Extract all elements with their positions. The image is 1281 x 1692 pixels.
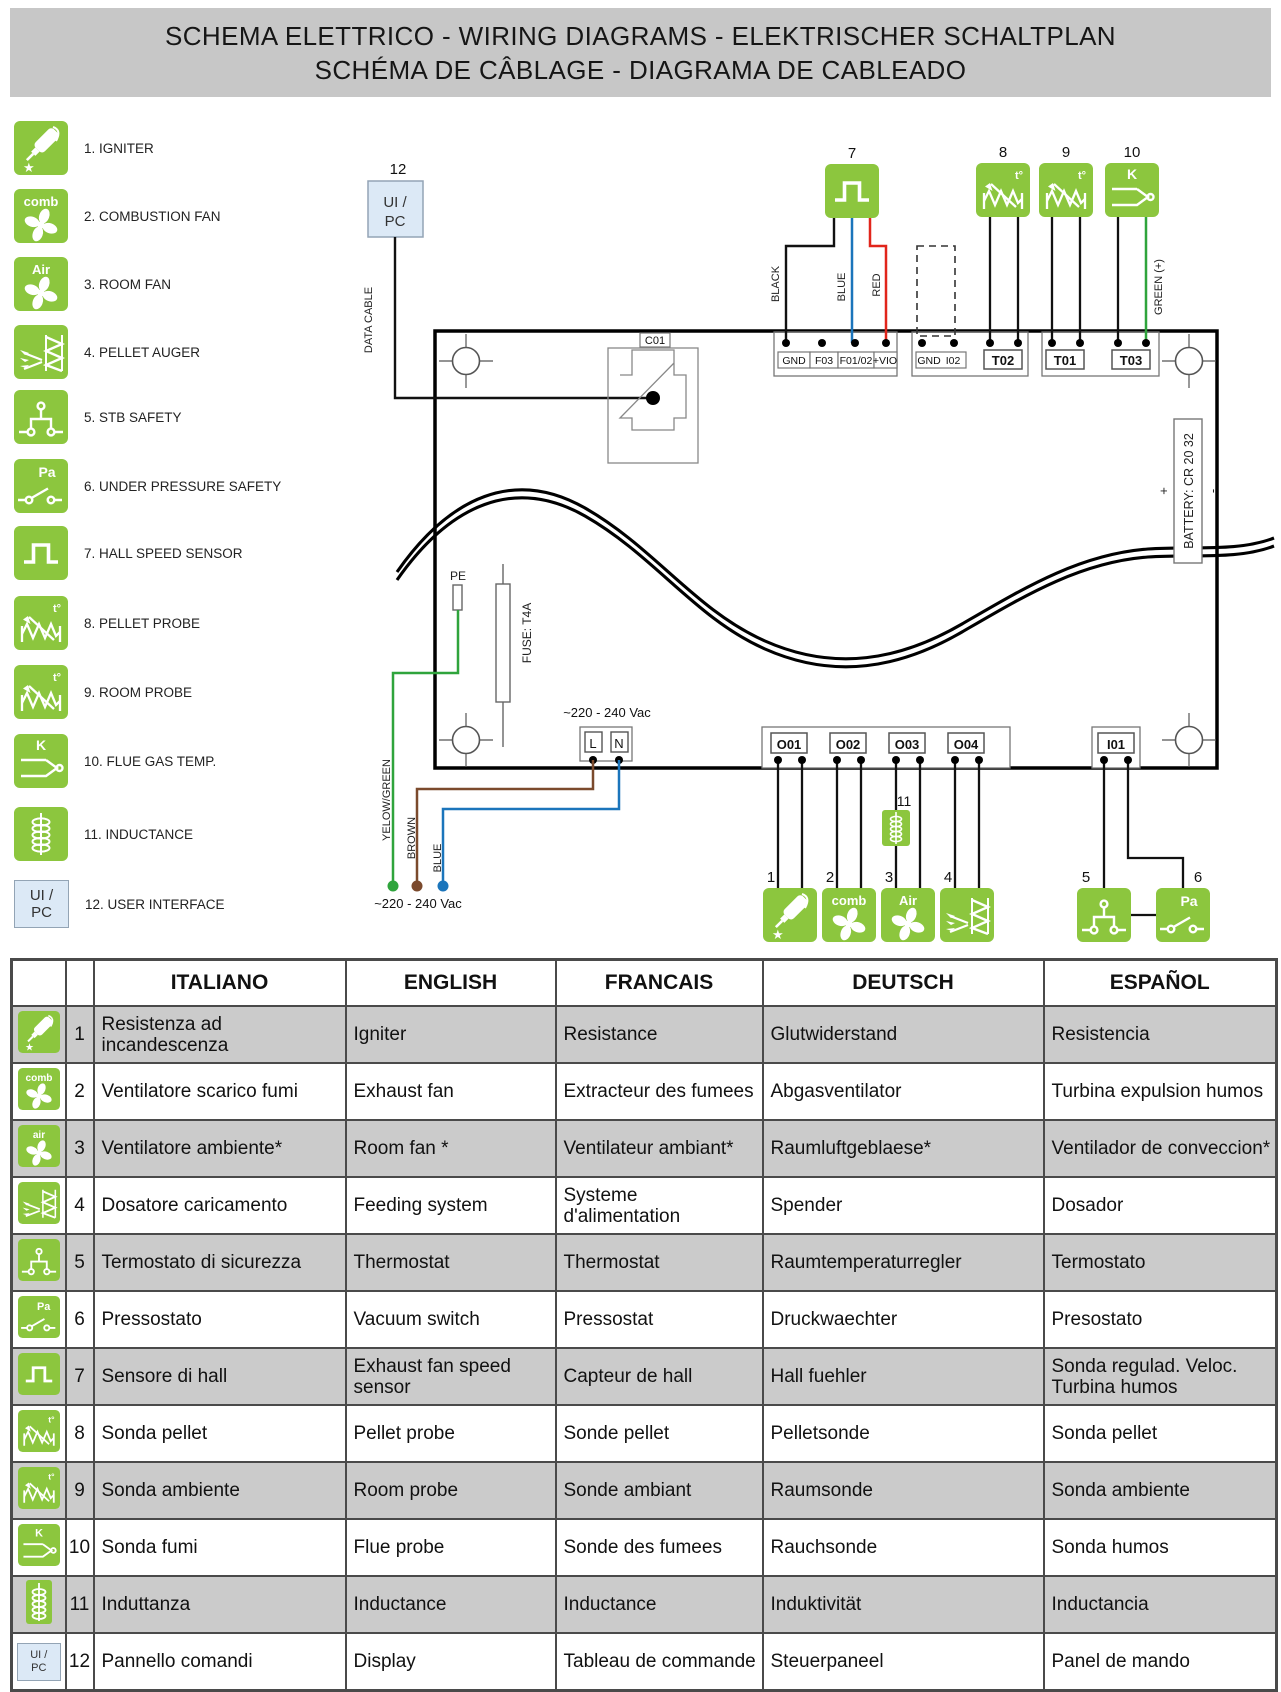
wire-label-blue: BLUE	[836, 272, 848, 302]
row-number: 5	[66, 1234, 94, 1291]
legend-item-2	[14, 189, 221, 243]
row-4-lang-2: Systeme d'alimentation	[556, 1177, 763, 1234]
row-icon-cell	[12, 1519, 66, 1576]
icon-text-label: K	[34, 1527, 43, 1540]
component-number-1: 1	[766, 869, 776, 886]
row-number: 7	[66, 1348, 94, 1405]
row-8-lang-4: Sonda pellet	[1044, 1405, 1277, 1462]
legend-item-label: 4. PELLET AUGER	[84, 344, 201, 360]
input-connector-block	[1092, 727, 1140, 768]
row-icon-cell	[12, 1348, 66, 1405]
wire-label-red: RED	[871, 273, 883, 297]
row-4-lang-4: Dosador	[1044, 1177, 1277, 1234]
legend-item-3	[14, 257, 171, 311]
row-number: 6	[66, 1291, 94, 1348]
icon-text-label: K	[35, 737, 47, 753]
row-1-lang-1: Igniter	[346, 1006, 556, 1063]
component-number-3: 3	[884, 869, 894, 886]
svg-text:t°: t°	[52, 603, 62, 615]
legend-item-label: 9. ROOM PROBE	[84, 684, 193, 700]
table-row-11	[12, 1576, 1277, 1633]
row-number: 10	[66, 1519, 94, 1576]
component-number-5: 5	[1081, 869, 1091, 886]
icon-text-label: Pa	[36, 1301, 51, 1313]
table-row-12	[12, 1633, 1277, 1691]
row-10-lang-4: Sonda humos	[1044, 1519, 1277, 1576]
table-row-10	[12, 1519, 1277, 1576]
row-number: 2	[66, 1063, 94, 1120]
component-9-room-probe-icon	[1039, 163, 1093, 217]
terminal-label-f0102: F01/02	[839, 355, 873, 367]
terminal-label-f03: F03	[814, 355, 834, 367]
icon-text-label: comb	[23, 194, 59, 209]
row-11-lang-2: Inductance	[556, 1576, 763, 1633]
component-number-2: 2	[825, 869, 835, 886]
ui-pc-icon: UI / PC	[14, 880, 69, 928]
row-number: 3	[66, 1120, 94, 1177]
row-12-lang-3: Steuerpaneel	[763, 1633, 1044, 1691]
terminal-label-gnd2: GND	[917, 355, 941, 367]
icon-text-label: Air	[898, 893, 918, 908]
row-8-lang-2: Sonde pellet	[556, 1405, 763, 1462]
wire-end-blue	[438, 881, 449, 892]
row-3-lang-2: Ventilateur ambiant*	[556, 1120, 763, 1177]
svg-text:t°: t°	[48, 1471, 55, 1482]
row-6-lang-4: Presostato	[1044, 1291, 1277, 1348]
terminal-label-vio: +VIO	[872, 355, 898, 367]
pellet-auger-icon	[18, 1182, 60, 1224]
row-icon-cell	[12, 1462, 66, 1519]
fuse-label: FUSE: T4A	[520, 602, 534, 664]
legend-item-label: 12. USER INTERFACE	[85, 896, 225, 912]
component-number-7: 7	[847, 145, 857, 162]
legend-item-6	[14, 459, 281, 513]
icon-text-label: Pa	[38, 464, 56, 480]
legend-item-label: 6. UNDER PRESSURE SAFETY	[84, 478, 282, 494]
optional-connector-dashed-box	[917, 246, 955, 336]
terminal-label-o03: O03	[894, 737, 920, 752]
row-7-lang-0: Sensore di hall	[94, 1348, 346, 1405]
component-number-10: 10	[1123, 144, 1141, 161]
pe-terminal	[453, 585, 462, 610]
probe-wires	[990, 217, 1118, 343]
legend-item-1	[14, 121, 154, 175]
row-icon-cell	[12, 1063, 66, 1120]
row-9-lang-4: Sonda ambiente	[1044, 1462, 1277, 1519]
row-9-lang-1: Room probe	[346, 1462, 556, 1519]
row-icon-cell	[12, 1234, 66, 1291]
row-2-lang-2: Extracteur des fumees	[556, 1063, 763, 1120]
row-number: 12	[66, 1633, 94, 1691]
row-icon-cell	[12, 1120, 66, 1177]
component-7-hall-speed-sensor-icon	[825, 164, 879, 218]
title-line-1: SCHEMA ELETTRICO - WIRING DIAGRAMS - ELEKTRISCHER SCHALTPLAN	[165, 20, 1116, 51]
component-1-igniter-icon	[763, 888, 817, 942]
terminal-label-t03: T03	[1119, 353, 1143, 368]
legend-item-label: 11. INDUCTANCE	[84, 826, 194, 842]
component-6-pressure-switch-icon	[1156, 888, 1210, 942]
row-11-lang-4: Inductancia	[1044, 1576, 1277, 1633]
table-row-6	[12, 1291, 1277, 1348]
table-row-3	[12, 1120, 1277, 1177]
svg-text:★: ★	[772, 927, 784, 942]
row-9-lang-0: Sonda ambiente	[94, 1462, 346, 1519]
row-number: 1	[66, 1006, 94, 1063]
wire-label-blue-bottom: BLUE	[432, 843, 444, 873]
row-icon-cell	[12, 1291, 66, 1348]
header-italiano: ITALIANO	[94, 960, 346, 1007]
row-6-lang-1: Vacuum switch	[346, 1291, 556, 1348]
row-5-lang-3: Raumtemperaturregler	[763, 1234, 1044, 1291]
row-1-lang-0: Resistenza ad incandescenza	[94, 1006, 346, 1063]
ui-pc-label-line1: UI /	[383, 194, 407, 211]
component-4-pellet-auger-icon	[940, 888, 994, 942]
wiring-diagram	[330, 100, 1281, 960]
room-probe-icon	[18, 1467, 60, 1509]
wire-label-green-plus: GREEN (+)	[1153, 259, 1165, 315]
legend-item-12	[14, 877, 225, 931]
hall-speed-sensor-icon	[14, 526, 68, 580]
row-10-lang-3: Rauchsonde	[763, 1519, 1044, 1576]
row-6-lang-3: Druckwaechter	[763, 1291, 1044, 1348]
svg-text:★: ★	[24, 1042, 34, 1053]
icon-text-label: K	[1126, 166, 1138, 182]
stb-safety-icon	[18, 1239, 60, 1281]
igniter-icon	[18, 1011, 60, 1053]
room-fan-icon	[18, 1125, 60, 1167]
legend-item-4	[14, 325, 200, 379]
row-1-lang-2: Resistance	[556, 1006, 763, 1063]
icon-text-label: Air	[31, 262, 51, 277]
icon-text-label: air	[32, 1130, 45, 1142]
legend-item-11	[14, 807, 193, 861]
table-row-9	[12, 1462, 1277, 1519]
mains-connector	[580, 727, 632, 764]
terminal-label-t01: T01	[1053, 353, 1077, 368]
header-deutsch: DEUTSCH	[763, 960, 1044, 1007]
pellet-probe-icon	[18, 1410, 60, 1452]
pressure-switch-icon	[14, 459, 68, 513]
room-fan-icon	[14, 257, 68, 311]
legend-item-label: 3. ROOM FAN	[84, 276, 172, 292]
battery-label: BATTERY: CR 20 32	[1182, 433, 1196, 549]
battery-minus-label: -	[1205, 488, 1220, 494]
fuse-icon	[496, 584, 510, 702]
row-12-lang-0: Pannello comandi	[94, 1633, 346, 1691]
row-3-lang-0: Ventilatore ambiente*	[94, 1120, 346, 1177]
row-5-lang-0: Termostato di sicurezza	[94, 1234, 346, 1291]
translation-table	[10, 958, 1278, 1692]
wire-end-green	[388, 881, 399, 892]
terminal-label-i01: I01	[1106, 737, 1126, 752]
inductance-icon	[26, 1580, 52, 1624]
pe-label: PE	[449, 569, 467, 583]
ui-pc-label-line2: PC	[384, 213, 406, 230]
room-probe-icon	[14, 665, 68, 719]
icon-text-label: comb	[831, 893, 867, 908]
row-7-lang-4: Sonda regulad. Veloc. Turbina humos	[1044, 1348, 1277, 1405]
row-7-lang-2: Capteur de hall	[556, 1348, 763, 1405]
row-8-lang-3: Pelletsonde	[763, 1405, 1044, 1462]
row-5-lang-2: Thermostat	[556, 1234, 763, 1291]
row-icon-cell	[12, 1405, 66, 1462]
stb-safety-icon	[14, 390, 68, 444]
row-number: 9	[66, 1462, 94, 1519]
row-12-lang-1: Display	[346, 1633, 556, 1691]
legend-item-label: 2. COMBUSTION FAN	[84, 208, 221, 224]
control-board	[435, 331, 1217, 768]
header-francais: FRANCAIS	[556, 960, 763, 1007]
row-icon-cell	[12, 1576, 66, 1633]
legend-item-label: 1. IGNITER	[84, 140, 154, 156]
flue-gas-probe-icon	[18, 1524, 60, 1566]
component-number-11: 11	[896, 793, 912, 809]
row-3-lang-4: Ventilador de conveccion*	[1044, 1120, 1277, 1177]
row-9-lang-3: Raumsonde	[763, 1462, 1044, 1519]
wire-label-yellow-green: YELOW/GREEN	[381, 759, 393, 841]
legend-item-10	[14, 734, 216, 788]
title-bar	[10, 8, 1271, 97]
c01-label: C01	[644, 335, 666, 347]
battery-plus-label: +	[1156, 487, 1171, 495]
wire-end-brown	[412, 881, 423, 892]
combustion-fan-icon	[18, 1068, 60, 1110]
terminal-label-i02: I02	[945, 355, 961, 367]
terminal-label-gnd: GND	[782, 355, 806, 367]
component-number-4: 4	[943, 869, 953, 886]
igniter-icon	[14, 121, 68, 175]
legend-item-9	[14, 665, 192, 719]
title-line-2: SCHÉMA DE CÂBLAGE - DIAGRAMA DE CABLEADO	[314, 54, 967, 85]
row-number: 11	[66, 1576, 94, 1633]
row-2-lang-4: Turbina expulsion humos	[1044, 1063, 1277, 1120]
header-num-col	[66, 960, 94, 1007]
row-4-lang-3: Spender	[763, 1177, 1044, 1234]
component-number-9: 9	[1061, 144, 1071, 161]
header-english: ENGLISH	[346, 960, 556, 1007]
terminal-label-t02: T02	[991, 353, 1015, 368]
row-2-lang-3: Abgasventilator	[763, 1063, 1044, 1120]
component-5-stb-safety-icon	[1077, 888, 1131, 942]
row-4-lang-0: Dosatore caricamento	[94, 1177, 346, 1234]
row-6-lang-2: Pressostat	[556, 1291, 763, 1348]
wire-label-black: BLACK	[770, 265, 782, 303]
legend-item-5	[14, 390, 182, 444]
row-5-lang-4: Termostato	[1044, 1234, 1277, 1291]
terminal-label-n: N	[614, 736, 624, 751]
row-11-lang-3: Induktivität	[763, 1576, 1044, 1633]
header-icon-col	[12, 960, 66, 1007]
row-1-lang-4: Resistencia	[1044, 1006, 1277, 1063]
row-icon-cell	[12, 1633, 66, 1691]
wire-black	[786, 218, 834, 343]
terminal-label-l: L	[589, 736, 597, 751]
component-10-flue-gas-probe-icon	[1105, 163, 1159, 217]
mains-label-bottom: ~220 - 240 Vac	[374, 896, 462, 911]
hall-speed-sensor-icon	[18, 1353, 60, 1395]
row-12-lang-2: Tableau de commande	[556, 1633, 763, 1691]
row-6-lang-0: Pressostato	[94, 1291, 346, 1348]
combustion-fan-icon	[14, 189, 68, 243]
wire-label-brown: BROWN	[406, 816, 418, 860]
data-cable-label: DATA CABLE	[363, 286, 375, 354]
component-8-pellet-probe-icon	[976, 163, 1030, 217]
icon-text-label: comb	[25, 1073, 53, 1085]
row-10-lang-0: Sonda fumi	[94, 1519, 346, 1576]
row-2-lang-1: Exhaust fan	[346, 1063, 556, 1120]
row-8-lang-1: Pellet probe	[346, 1405, 556, 1462]
row-9-lang-2: Sonde ambiant	[556, 1462, 763, 1519]
row-icon-cell	[12, 1006, 66, 1063]
legend-item-label: 8. PELLET PROBE	[84, 615, 201, 631]
table-header-row	[12, 960, 1277, 1007]
flue-gas-probe-icon	[14, 734, 68, 788]
row-10-lang-1: Flue probe	[346, 1519, 556, 1576]
row-number: 4	[66, 1177, 94, 1234]
component-number-12: 12	[389, 161, 407, 178]
row-8-lang-0: Sonda pellet	[94, 1405, 346, 1462]
terminal-label-o02: O02	[835, 737, 861, 752]
pellet-probe-icon	[14, 596, 68, 650]
legend-item-7	[14, 526, 243, 580]
ui-pc-icon: UI / PC	[17, 1643, 61, 1681]
row-12-lang-4: Panel de mando	[1044, 1633, 1277, 1691]
pressure-switch-icon	[18, 1296, 60, 1338]
table-row-2	[12, 1063, 1277, 1120]
table-row-7	[12, 1348, 1277, 1405]
table-row-4	[12, 1177, 1277, 1234]
table-row-5	[12, 1234, 1277, 1291]
table-row-8	[12, 1405, 1277, 1462]
svg-text:t°: t°	[52, 672, 62, 684]
table-row-1	[12, 1006, 1277, 1063]
component-number-6: 6	[1193, 869, 1203, 886]
row-icon-cell	[12, 1177, 66, 1234]
terminal-label-o04: O04	[953, 737, 979, 752]
row-4-lang-1: Feeding system	[346, 1177, 556, 1234]
legend-item-8	[14, 596, 200, 650]
row-3-lang-1: Room fan *	[346, 1120, 556, 1177]
svg-text:t°: t°	[1014, 170, 1024, 182]
terminal-label-o01: O01	[776, 737, 802, 752]
svg-text:t°: t°	[48, 1414, 55, 1425]
row-11-lang-1: Inductance	[346, 1576, 556, 1633]
row-11-lang-0: Induttanza	[94, 1576, 346, 1633]
pellet-auger-icon	[14, 325, 68, 379]
legend-item-label: 5. STB SAFETY	[84, 409, 182, 425]
component-2-combustion-fan-icon	[822, 888, 876, 942]
inductance-icon	[14, 807, 68, 861]
header-espanol: ESPAÑOL	[1044, 960, 1277, 1007]
legend-item-label: 7. HALL SPEED SENSOR	[84, 545, 243, 561]
row-1-lang-3: Glutwiderstand	[763, 1006, 1044, 1063]
row-10-lang-2: Sonde des fumees	[556, 1519, 763, 1576]
component-number-8: 8	[998, 144, 1008, 161]
mains-label-top: ~220 - 240 Vac	[563, 705, 651, 720]
component-3-room-fan-icon	[881, 888, 935, 942]
legend-item-label: 10. FLUE GAS TEMP.	[84, 753, 217, 769]
component-11-inductance-icon	[882, 810, 910, 846]
row-2-lang-0: Ventilatore scarico fumi	[94, 1063, 346, 1120]
icon-text-label: Pa	[1180, 893, 1198, 909]
row-3-lang-3: Raumluftgeblaese*	[763, 1120, 1044, 1177]
svg-text:t°: t°	[1077, 170, 1087, 182]
svg-text:★: ★	[23, 160, 35, 175]
row-5-lang-1: Thermostat	[346, 1234, 556, 1291]
row-7-lang-3: Hall fuehler	[763, 1348, 1044, 1405]
row-7-lang-1: Exhaust fan speed sensor	[346, 1348, 556, 1405]
row-number: 8	[66, 1405, 94, 1462]
